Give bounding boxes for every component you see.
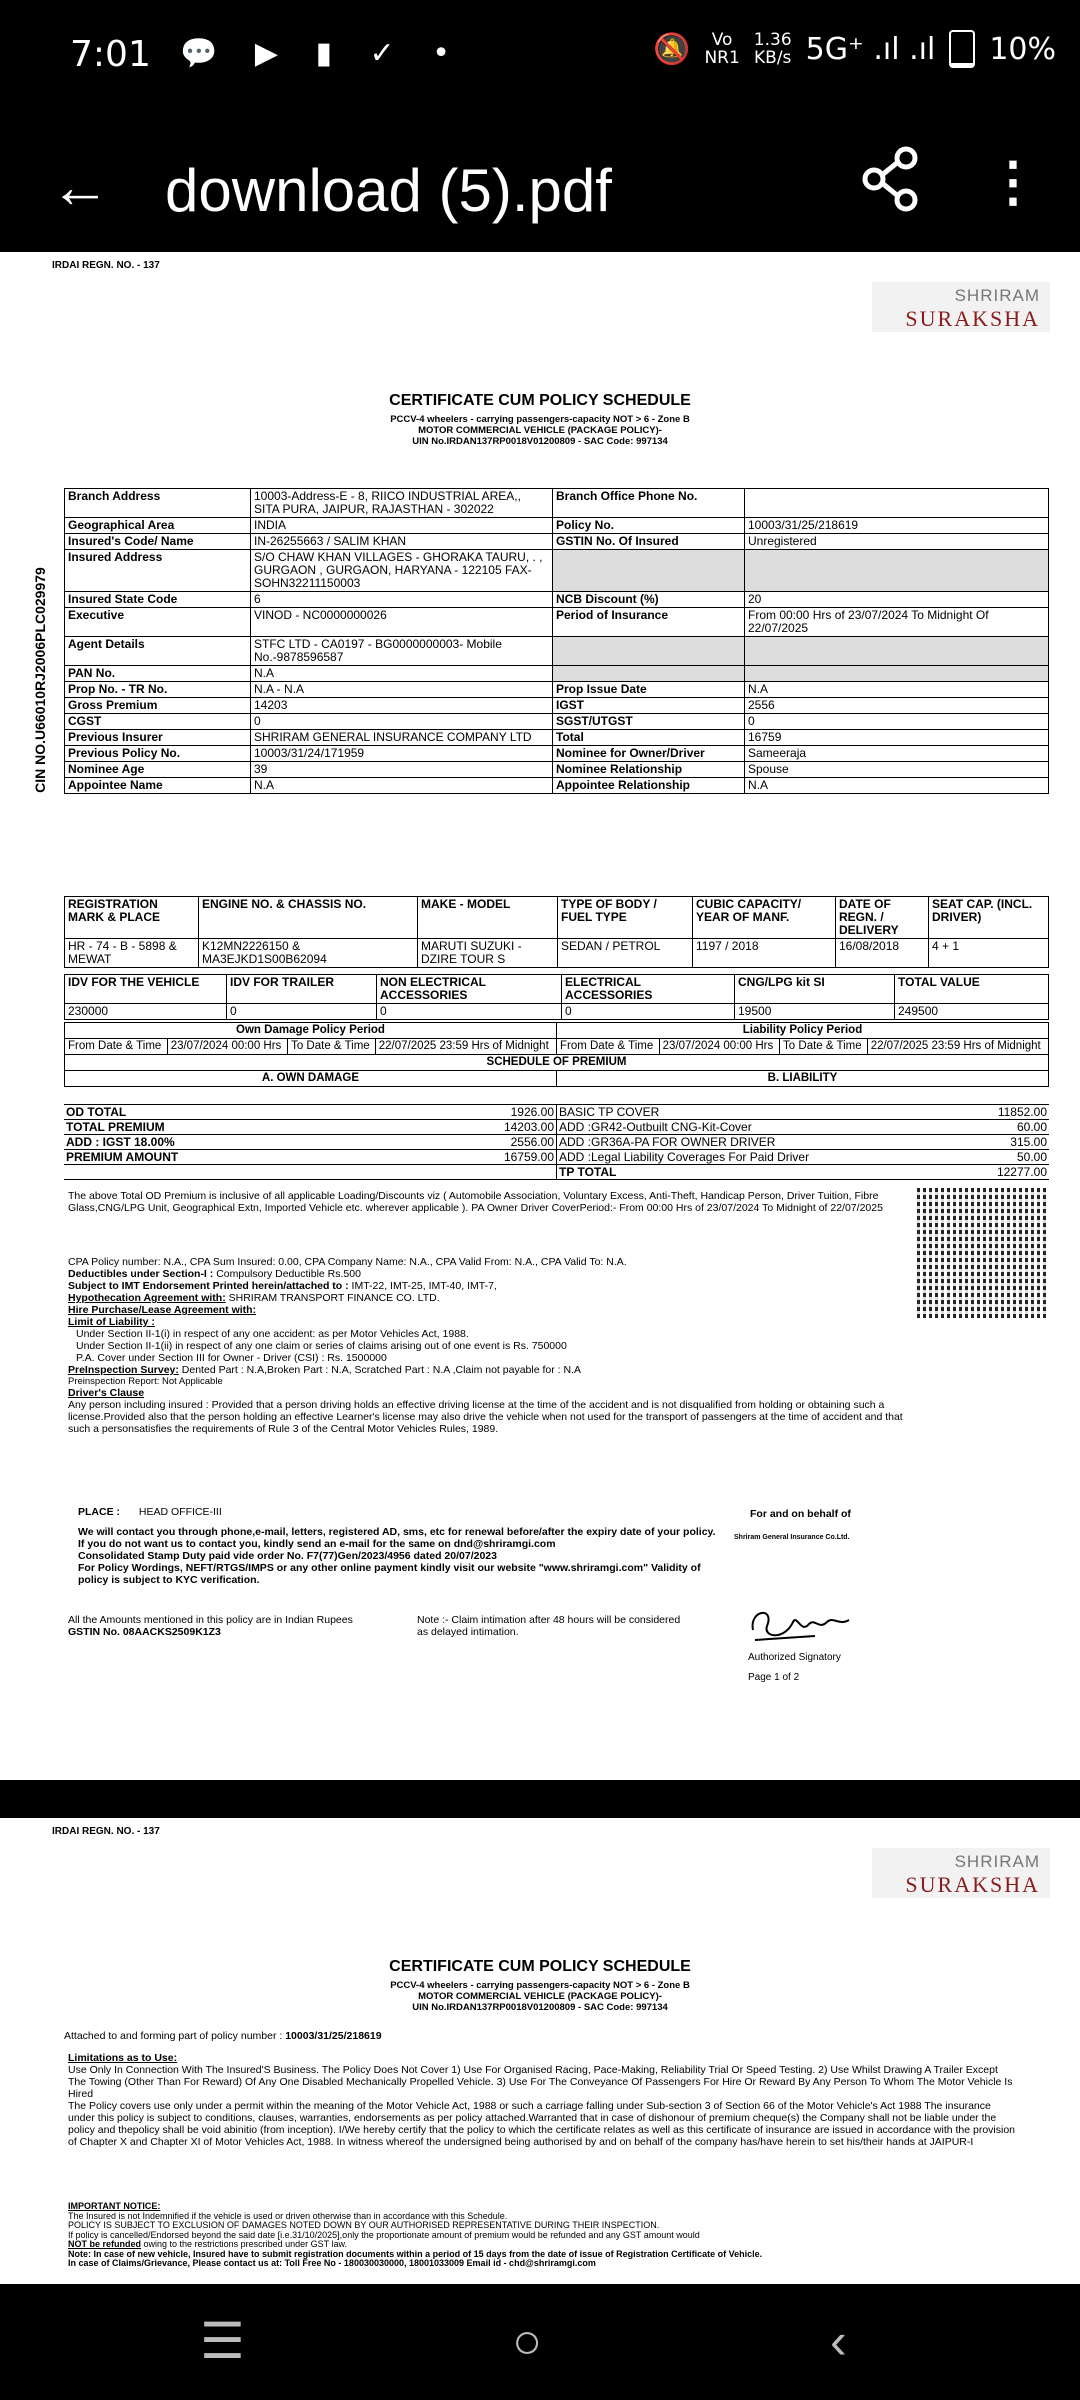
certificate-header: CERTIFICATE CUM POLICY SCHEDULE PCCV-4 wheelers - carrying passengers-capacity NOT > 6 - Zone B MOTOR COMMERCIAL VEHICLE (PACKAGE POLICY)- UIN No.IRDAN137RP0018V01200809 - SAC Code: 997134 xyxy=(389,392,691,447)
info-label: Branch Office Phone No. xyxy=(553,489,745,518)
policy-info-table xyxy=(64,488,1049,794)
battery-level: 10% xyxy=(989,31,1056,67)
notification-icons: 💬 ▶ ▮ ✓ • xyxy=(180,36,464,71)
info-label: PAN No. xyxy=(65,666,251,682)
info-value: STFC LTD - CA0197 - BG0000000003- Mobile No.-9878596587 xyxy=(251,637,553,666)
info-value: N.A xyxy=(251,666,553,682)
vehicle-headers-cell: REGISTRATION MARK & PLACE xyxy=(65,897,199,939)
info-label: Prop Issue Date xyxy=(553,682,745,698)
info-value: Sameeraja xyxy=(745,746,1049,762)
info-label: Executive xyxy=(65,608,251,637)
premium-amount: 12277.00 xyxy=(996,1165,1047,1179)
vehicle-values-cell: 4 + 1 xyxy=(929,939,1049,968)
qr-pattern xyxy=(917,1188,1047,1318)
back-arrow-icon[interactable]: ← xyxy=(50,153,110,220)
info-label: Branch Address xyxy=(65,489,251,518)
premium-amount: 1926.00 xyxy=(510,1105,554,1119)
vehicle-values-cell: 16/08/2018 xyxy=(836,939,929,968)
vehicle-headers-cell: CUBIC CAPACITY/ YEAR OF MANF. xyxy=(693,897,836,939)
info-row xyxy=(65,489,1049,518)
info-value: From 00:00 Hrs of 23/07/2024 To Midnight Of 22/07/2025 xyxy=(745,608,1049,637)
status-bar xyxy=(0,0,1080,112)
vehicle-values-cell: 1197 / 2018 xyxy=(693,939,836,968)
certificate-header: CERTIFICATE CUM POLICY SCHEDULE PCCV-4 wheelers - carrying passengers-capacity NOT > 6 - Zone B MOTOR COMMERCIAL VEHICLE (PACKAGE POLICY)- UIN No.IRDAN137RP0018V01200809 - SAC Code: 997134 xyxy=(389,1958,691,2013)
info-row xyxy=(65,608,1049,637)
info-row xyxy=(65,714,1049,730)
info-value: 39 xyxy=(251,762,553,778)
info-label: CGST xyxy=(65,714,251,730)
vehicle-headers-cell: MAKE - MODEL xyxy=(418,897,558,939)
info-value: S/O CHAW KHAN VILLAGES - GHORAKA TAURU, . , GURGAON , GURGAON, HARYANA - 122105 FAX-SOHN32211150003 xyxy=(251,550,553,592)
info-label: Nominee for Owner/Driver xyxy=(553,746,745,762)
info-label: GSTIN No. Of Insured xyxy=(553,534,745,550)
info-label: Total xyxy=(553,730,745,746)
info-label: Insured's Code/ Name xyxy=(65,534,251,550)
info-label: Insured Address xyxy=(65,550,251,592)
premium-label: TP TOTAL xyxy=(559,1165,617,1179)
info-value: N.A xyxy=(745,778,1049,794)
idv-values-cell: 0 xyxy=(377,1004,562,1020)
info-label: Appointee Relationship xyxy=(553,778,745,794)
pdf-page-2[interactable] xyxy=(0,1818,1080,2284)
irda-number: IRDAI REGN. NO. - 137 xyxy=(52,260,160,271)
status-right xyxy=(653,30,1056,68)
limitations: Limitations as to Use: Use Only In Connection With The Insured'S Business. The Policy Does Not Cover 1) Use For Organised Racing, Pace-Making, Reliability Trial Or Speed Testing. 2) Use Whilst Drawing A Trailer Except The Towing (Other Than For Reward) Of Any One Disabled Mechanically Propelled Vehicle. 3) Use For The Conveyance Of Passengers For Hire Or Reward By Any Person To Whom The Motor Vehicle Is Hired The Policy covers use only under a permit within the meaning of the Motor Vehicle Act, 1988 or such a carriage falling under Sub-section 3 of Section 66 of the Motor Vehicle's Act 1988 The insurance under this policy is subject to conditions, clauses, warranties, endorsements as per policy attached.Warranted that in case of dishonour of premium cheque(s) the Company shall not be liable under the policy and thepolicy shall be void abinitio (from inception). I/We hereby certify that the policy to which the certificate relates as well as this certificate of insurance are issued in accordance with the provision of Chapter X and Chapter XI of Motor Vehicles Act, 1988. In witness whereof the undersigned being authorised by and on behalf of the company has/have herein to set his/their hands at JAIPUR-I xyxy=(68,2052,1016,2148)
page-number: Page 1 of 2 xyxy=(748,1672,800,1683)
app-bar xyxy=(0,112,1080,252)
info-label: Previous Insurer xyxy=(65,730,251,746)
info-value: 16759 xyxy=(745,730,1049,746)
info-value: Spouse xyxy=(745,762,1049,778)
info-row xyxy=(65,534,1049,550)
recent-apps-icon[interactable]: ☰ xyxy=(200,2313,245,2369)
info-value: 0 xyxy=(251,714,553,730)
vehicle-headers-cell: TYPE OF BODY / FUEL TYPE xyxy=(558,897,693,939)
info-label: Agent Details xyxy=(65,637,251,666)
pdf-page-1[interactable] xyxy=(0,252,1080,1780)
info-value: INDIA xyxy=(251,518,553,534)
info-label xyxy=(553,637,745,666)
signal-icon: 5G⁺ .ıl .ıl xyxy=(805,31,936,67)
idv-headers-cell: IDV FOR THE VEHICLE xyxy=(65,975,227,1004)
info-value: 6 xyxy=(251,592,553,608)
premium-label: TOTAL PREMIUM xyxy=(66,1120,165,1134)
info-value: IN-26255663 / SALIM KHAN xyxy=(251,534,553,550)
info-label: NCB Discount (%) xyxy=(553,592,745,608)
authorized-signatory: Authorized Signatory xyxy=(748,1652,841,1663)
premium-label: ADD : IGST 18.00% xyxy=(66,1135,175,1149)
premium-amount: 11852.00 xyxy=(997,1105,1047,1119)
info-value: 10003/31/25/218619 xyxy=(745,518,1049,534)
info-value: 14203 xyxy=(251,698,553,714)
premium-row xyxy=(64,1150,1049,1165)
info-value xyxy=(745,550,1049,592)
company-logo: SHRIRAM SURAKSHA xyxy=(872,1848,1050,1898)
network-type: Vo NR1 xyxy=(704,30,740,68)
info-value: SHRIRAM GENERAL INSURANCE COMPANY LTD xyxy=(251,730,553,746)
premium-row xyxy=(64,1135,1049,1150)
important-notice: IMPORTANT NOTICE: The Insured is not Indemnified if the vehicle is used or driven otherwise than in accordance with this Schedule. POLICY IS SUBJECT TO EXCLUSION OF DAMAGES NOTED DOWN BY OUR AUTHORISED REPRESENTATIVE DURING THEIR INSPECTION. If policy is cancelled/Endorsed beyond the said date [i.e.31/10/2025],only the proportionate amount of premium would be refunded and any GST amount would NOT be refunded owing to the restrictions prescribed under GST law. Note: In case of new vehicle, Insured have to submit registration documents within a period of 15 days from the date of issue of Registration Certificate of Vehicle. In case of Claims/Grievance, Please contact us at: Toll Free No - 180030030000, 18001033009 Email id - chd@shriramgi.com xyxy=(68,2201,763,2268)
od-note: The above Total OD Premium is inclusive of all applicable Loading/Discounts viz ( Automobile Association, Voluntary Excess, Anti-Theft, Handicap Person, Driver Tuition, Fibre Glass,CNG/LPG Unit, Geographical Extn, Imported Vehicle etc. wherever applicable ). PA Owner Driver CoverPeriod:- From 00:00 Hrs of 23/07/2024 To Midnight of 22/07/2025 xyxy=(68,1190,883,1214)
company-name: Shriram General Insurance Co.Ltd. xyxy=(734,1534,850,1541)
info-value: 20 xyxy=(745,592,1049,608)
premium-row xyxy=(64,1105,1049,1120)
info-value xyxy=(745,666,1049,682)
vehicle-headers-cell: SEAT CAP. (INCL. DRIVER) xyxy=(929,897,1049,939)
policy-details-text: CPA Policy number: N.A., CPA Sum Insured: 0.00, CPA Company Name: N.A., CPA Valid From: N.A., CPA Valid To: N.A. Deductibles under Section-I : Compulsory Deductible Rs.500 Subject to IMT Endorsement Printed herein/attached to : IMT-22, IMT-25, IMT-40, IMT-7, Hypothecation Agreement with: SHRIRAM TRANSPORT FINANCE CO. LTD. Hire Purchase/Lease Agreement with: Limit of Liability : Under Section II-1(i) in respect of any one accident: as per Motor Vehicles Act, 1988. Under Section II-1(ii) in respect of any one claim or series of claims arising out of one event is Rs. 750000 P.A. Cover under Section III for Owner - Driver (CSI) : Rs. 1500000 PreInspection Survey: Dented Part : N.A,Broken Part : N.A, Scratched Part : N.A ,Claim not payable for : N.A Preinspection Report: Not Applicable Driver's Clause Any person including insured : Provided that a person driving holds an effective driving license at the time of the accident and is not disqualified from holding or obtaining such a license.Provided also that the person holding an effective Learner's license may also drive the vehicle when not used for the transport of passengers at the time of accident and that such a personsatisfies the requirements of Rule 3 of the Central Motor Vehicles Rules, 1989. xyxy=(68,1256,903,1435)
signature xyxy=(745,1600,855,1650)
rupees-note: All the Amounts mentioned in this policy are in Indian Rupees GSTIN No. 08AACKS2509K1Z3 xyxy=(68,1614,353,1638)
more-options-icon[interactable]: ⋮ xyxy=(986,152,1040,212)
info-label xyxy=(553,666,745,682)
vehicle-table xyxy=(64,896,1049,968)
info-label: Gross Premium xyxy=(65,698,251,714)
company-logo: SHRIRAM SURAKSHA xyxy=(872,282,1050,332)
info-label: Geographical Area xyxy=(65,518,251,534)
irda-number: IRDAI REGN. NO. - 137 xyxy=(52,1826,160,1837)
attached-policy: Attached to and forming part of policy number : 10003/31/25/218619 xyxy=(64,2030,382,2042)
info-row xyxy=(65,746,1049,762)
info-value: N.A xyxy=(251,778,553,794)
info-value: 10003-Address-E - 8, RIICO INDUSTRIAL AREA,, SITA PURA, JAIPUR, RAJASTHAN - 302022 xyxy=(251,489,553,518)
premium-label: OD TOTAL xyxy=(66,1105,127,1119)
for-and-on-behalf: For and on behalf of xyxy=(750,1508,851,1520)
info-label: Prop No. - TR No. xyxy=(65,682,251,698)
info-label: Nominee Age xyxy=(65,762,251,778)
idv-values-cell: 249500 xyxy=(895,1004,1049,1020)
info-row xyxy=(65,762,1049,778)
share-icon[interactable] xyxy=(860,144,920,219)
premium-row xyxy=(64,1120,1049,1135)
premium-row xyxy=(64,1165,1049,1180)
info-value: N.A xyxy=(745,682,1049,698)
info-label: Appointee Name xyxy=(65,778,251,794)
vehicle-values-cell: MARUTI SUZUKI - DZIRE TOUR S xyxy=(418,939,558,968)
cin-number: CIN NO.U66010RJ2006PLC029979 xyxy=(32,567,48,793)
info-value: 10003/31/24/171959 xyxy=(251,746,553,762)
idv-headers-cell: ELECTRICAL ACCESSORIES xyxy=(562,975,735,1004)
premium-amount: 60.00 xyxy=(1016,1120,1047,1134)
document-title: download (5).pdf xyxy=(165,157,612,224)
info-value xyxy=(745,637,1049,666)
info-value: N.A - N.A xyxy=(251,682,553,698)
mute-icon: 🔕 xyxy=(653,31,691,67)
info-row xyxy=(65,592,1049,608)
premium-label: BASIC TP COVER xyxy=(559,1105,660,1119)
premium-amount: 2556.00 xyxy=(510,1135,554,1149)
info-row xyxy=(65,698,1049,714)
policy-period-table: Own Damage Policy Period Liability Policy Period From Date & Time 23/07/2024 00:00 Hrs To Date & Time 22/07/2025 23:59 Hrs of Midnight From Date & Time 23/07/2024 00:00 Hrs To Date & Time 22/07/2025 23:59 Hrs of Midnight SCHEDULE OF PREMIUM A. OWN DAMAGE B. LIABILITY xyxy=(64,1022,1049,1087)
premium-label: ADD :Legal Liability Coverages For Paid Driver xyxy=(559,1150,810,1164)
info-row xyxy=(65,518,1049,534)
navigation-bar xyxy=(0,2284,1080,2400)
contact-notice: We will contact you through phone,e-mail, letters, registered AD, sms, etc for renewal before/after the expiry date of your policy. If you do not want us to contact you, kindly send an e-mail for the same on dnd@shriramgi.com Consolidated Stamp Duty paid vide order No. F7(77)Gen/2023/4956 dated 20/07/2023 For Policy Wordings, NEFT/RTGS/IMPS or any other online payment kindly visit our website "www.shriramgi.com" Validity of policy is subject to KYC verification. xyxy=(78,1526,716,1586)
info-value xyxy=(745,489,1049,518)
info-label: Period of Insurance xyxy=(553,608,745,637)
home-icon[interactable]: ○ xyxy=(512,2313,543,2369)
info-label: Insured State Code xyxy=(65,592,251,608)
premium-amount: 315.00 xyxy=(1010,1135,1047,1149)
info-row xyxy=(65,637,1049,666)
info-label: SGST/UTGST xyxy=(553,714,745,730)
info-value: Unregistered xyxy=(745,534,1049,550)
data-speed: 1.36 KB/s xyxy=(753,30,792,68)
idv-table xyxy=(64,974,1049,1020)
premium-amount: 14203.00 xyxy=(503,1120,554,1134)
idv-headers-cell: TOTAL VALUE xyxy=(895,975,1049,1004)
info-value: VINOD - NC0000000026 xyxy=(251,608,553,637)
info-label: IGST xyxy=(553,698,745,714)
premium-schedule xyxy=(64,1104,1049,1180)
vehicle-values-cell: HR - 74 - B - 5898 & MEWAT xyxy=(65,939,199,968)
vehicle-values-cell: K12MN2226150 & MA3EJKD1S00B62094 xyxy=(199,939,418,968)
idv-headers-cell: IDV FOR TRAILER xyxy=(227,975,377,1004)
info-row xyxy=(65,666,1049,682)
info-row xyxy=(65,730,1049,746)
vehicle-values-cell: SEDAN / PETROL xyxy=(558,939,693,968)
idv-values-cell: 0 xyxy=(227,1004,377,1020)
info-label: Previous Policy No. xyxy=(65,746,251,762)
battery-icon xyxy=(949,30,975,68)
info-label xyxy=(553,550,745,592)
premium-amount: 50.00 xyxy=(1016,1150,1047,1164)
info-row xyxy=(65,550,1049,592)
idv-values-cell: 230000 xyxy=(65,1004,227,1020)
claim-note: Note :- Claim intimation after 48 hours will be considered as delayed intimation. xyxy=(417,1614,681,1638)
info-label: Policy No. xyxy=(553,518,745,534)
info-value: 0 xyxy=(745,714,1049,730)
premium-label: ADD :GR42-Outbuilt CNG-Kit-Cover xyxy=(559,1120,752,1134)
back-icon[interactable]: ‹ xyxy=(830,2313,847,2369)
idv-values-cell: 19500 xyxy=(735,1004,895,1020)
premium-label: PREMIUM AMOUNT xyxy=(66,1150,179,1164)
idv-headers-cell: NON ELECTRICAL ACCESSORIES xyxy=(377,975,562,1004)
info-row xyxy=(65,778,1049,794)
premium-amount: 16759.00 xyxy=(503,1150,554,1164)
vehicle-headers-cell: DATE OF REGN. / DELIVERY xyxy=(836,897,929,939)
place: PLACE : HEAD OFFICE-III xyxy=(78,1506,222,1518)
idv-values-cell: 0 xyxy=(562,1004,735,1020)
idv-headers-cell: CNG/LPG kit SI xyxy=(735,975,895,1004)
info-value: 2556 xyxy=(745,698,1049,714)
status-time: 7:01 xyxy=(70,34,151,75)
info-label: Nominee Relationship xyxy=(553,762,745,778)
page-separator xyxy=(0,1780,1080,1818)
premium-label: ADD :GR36A-PA FOR OWNER DRIVER xyxy=(559,1135,776,1149)
vehicle-headers-cell: ENGINE NO. & CHASSIS NO. xyxy=(199,897,418,939)
info-row xyxy=(65,682,1049,698)
